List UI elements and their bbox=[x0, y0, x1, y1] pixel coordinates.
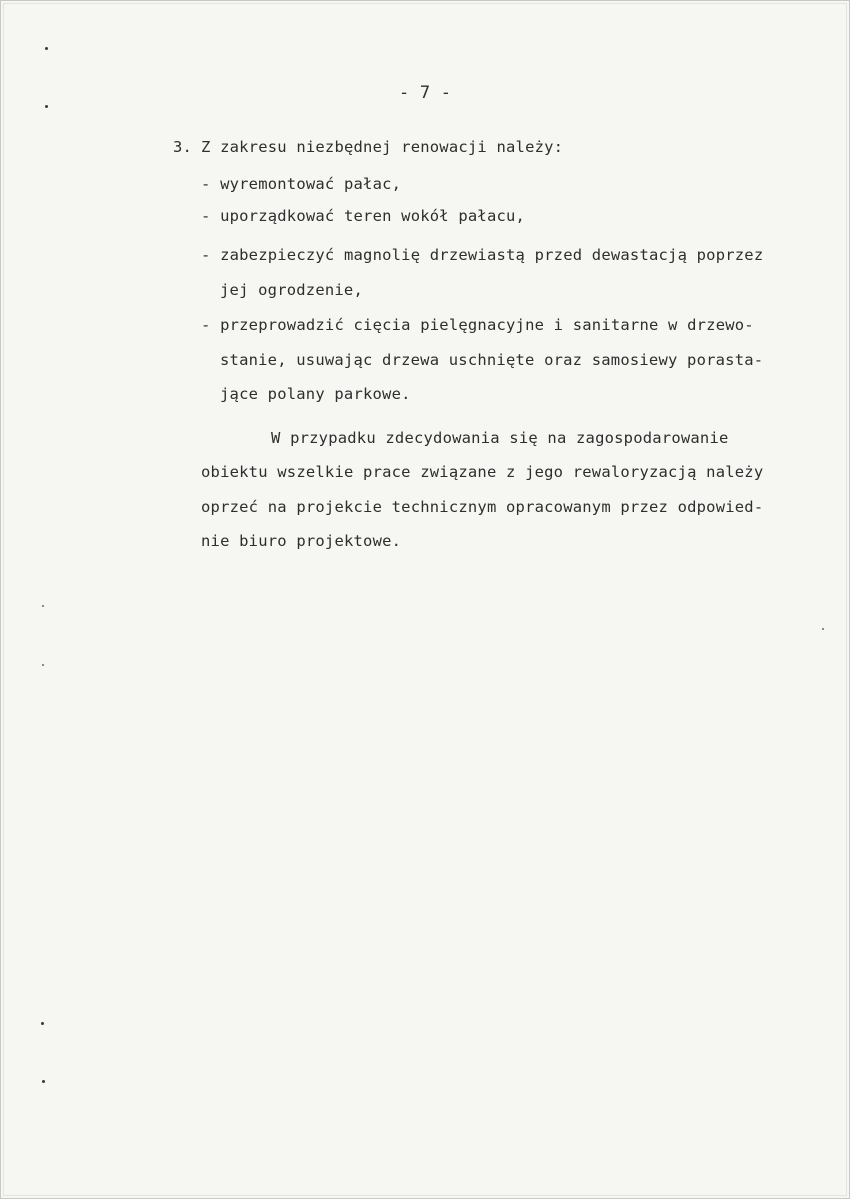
paragraph-line: nie biuro projektowe. bbox=[201, 532, 402, 550]
list-item-continuation: stanie, usuwając drzewa uschnięte oraz samosiewy porasta- bbox=[220, 351, 764, 369]
list-item-continuation: jej ogrodzenie, bbox=[220, 281, 363, 299]
paper-speck bbox=[42, 664, 44, 666]
section-heading-number: 3. bbox=[173, 138, 193, 156]
paragraph-line: obiektu wszelkie prace związane z jego rewaloryzacją należy bbox=[201, 463, 764, 481]
section-heading: Z zakresu niezbędnej renowacji należy: bbox=[201, 138, 564, 156]
paper-speck bbox=[41, 1022, 44, 1025]
page-edge bbox=[3, 3, 847, 1196]
paragraph-line: oprzeć na projekcie technicznym opracowanym przez odpowied- bbox=[201, 498, 764, 516]
list-item: - przeprowadzić cięcia pielęgnacyjne i sanitarne w drzewo- bbox=[201, 316, 754, 334]
list-item: - wyremontować pałac, bbox=[201, 175, 402, 193]
paper-speck bbox=[822, 628, 824, 630]
list-item-continuation: jące polany parkowe. bbox=[220, 385, 411, 403]
page-number: - 7 - bbox=[399, 83, 452, 103]
paper-speck bbox=[45, 105, 48, 108]
paper-speck bbox=[42, 1080, 45, 1083]
paragraph-line: W przypadku zdecydowania się na zagospodarowanie bbox=[271, 429, 729, 447]
paper-speck bbox=[42, 605, 44, 607]
paper-speck bbox=[45, 47, 48, 50]
list-item: - zabezpieczyć magnolię drzewiastą przed dewastacją poprzez bbox=[201, 246, 764, 264]
list-item: - uporządkować teren wokół pałacu, bbox=[201, 207, 526, 225]
